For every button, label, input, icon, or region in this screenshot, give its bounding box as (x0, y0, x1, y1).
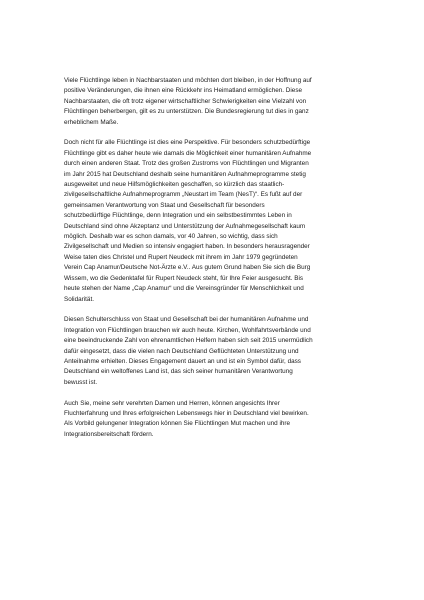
paragraph-line: Viele Flüchtlinge leben in Nachbarstaaten und möchten dort bleiben, in der Hoffnung auf (64, 77, 312, 84)
paragraph-line: Als Vorbild gelungener Integration können Sie Flüchtlingen Mut machen und ihre (64, 420, 291, 428)
paragraph-line: möglich. Deshalb war es schon damals, vor 40 Jahren, so wichtig, dass sich (64, 233, 278, 241)
paragraph-line: Verein Cap Anamur/Deutsche Not-Ärzte e.V.. Aus gutem Grund haben Sie sich die Burg (64, 264, 311, 272)
paragraph-line: durch einen anderen Staat. Trotz des großen Zustroms von Flüchtlingen und Migranten (64, 160, 309, 168)
paragraph-line: gemeinsamen Verantwortung von Staat und Gesellschaft für besonders (64, 201, 265, 209)
paragraph-line: eine beeindruckende Zahl von ehrenamtlichen Helfern haben sich seit 2015 unermüdlich (64, 337, 313, 345)
paragraph-line: bewusst ist. (64, 378, 98, 386)
paragraph-line: Flüchtlingen beherbergen, gilt es zu unterstützen. Die Bundesregierung tut dies in ganz (64, 108, 309, 116)
paragraph-line: Weise taten dies Christel und Rupert Neudeck mit ihrem im Jahr 1979 gegründeten (64, 253, 298, 261)
paragraph-line: Diesen Schulterschluss von Staat und Gesellschaft bei der humanitären Aufnahme und (64, 316, 309, 324)
paragraph-line: Anteilnahme erhielten. Dieses Engagement dauert an und ist ein Symbol dafür, dass (64, 357, 301, 365)
paragraph (64, 76, 368, 128)
paragraph-line: schutzbedürftige Flüchtlinge, denn Integration und ein selbstbestimmtes Leben in (64, 212, 292, 220)
paragraph-line: Zivilgesellschaft und Medien so intensiv engagiert haben. In besonders herausragender (64, 243, 310, 251)
document-body (64, 76, 368, 451)
paragraph-line: ausgeweitet und neue Hilfsmöglichkeiten geschaffen, so kürzlich das staatlich- (64, 181, 285, 189)
paragraph-line: Fluchterfahrung und Ihres erfolgreichen Lebenswegs hier in Deutschland viel bewirken. (64, 409, 309, 417)
paragraph-line: dafür eingesetzt, dass die vielen nach Deutschland Geflüchteten Unterstützung und (64, 347, 299, 355)
paragraph-line: Nachbarstaaten, die oft trotz eigener wirtschaftlicher Schwierigkeiten eine Vielzahl von (64, 97, 307, 105)
paragraph-line: Auch Sie, meine sehr verehrten Damen und Herren, können angesichts Ihrer (64, 399, 280, 407)
paragraph-line: Integration von Flüchtlingen brauchen wir auch heute. Kirchen, Wohlfahrtsverbände und (64, 326, 311, 334)
paragraph-line: Wissem, wo die Gedenktafel für Rupert Neudeck steht, für Ihre Feier ausgesucht. Bis (64, 274, 304, 282)
paragraph-line: heute stehen der Name „Cap Anamur“ und die Vereinsgründer für Menschlichkeit und (64, 285, 304, 293)
paragraph-line: Doch nicht für alle Flüchtlinge ist dies eine Perspektive. Für besonders schutzbedürftige (64, 139, 311, 147)
paragraph-line: Deutschland sind ohne Akzeptanz und Unterstützung der Aufnahmegesellschaft kaum (64, 222, 306, 230)
paragraph-line: Solidarität. (64, 295, 94, 303)
paragraph (64, 138, 368, 305)
paragraph-line: erheblichem Maße. (64, 118, 119, 126)
paragraph-line: zivilgesellschaftliche Aufnahmeprogramm „Neustart im Team (NesT)“. Es fußt auf der (64, 191, 303, 199)
paragraph (64, 315, 368, 388)
paragraph-line: Deutschland ein weltoffenes Land ist, das sich seiner humanitären Verantwortung (64, 368, 293, 376)
paragraph-line: im Jahr 2015 hat Deutschland deshalb seine humanitären Aufnahmeprogramme stetig (64, 170, 306, 178)
paragraph-line: Flüchtlinge gibt es daher heute wie damals die Möglichkeit einer humanitären Aufnahme (64, 149, 312, 157)
paragraph (64, 399, 368, 441)
paragraph-line: positive Veränderungen, die ihnen eine Rückkehr ins Heimatland ermöglichen. Diese (64, 87, 303, 95)
paragraph-line: Integrationsbereitschaft fördern. (64, 430, 154, 438)
